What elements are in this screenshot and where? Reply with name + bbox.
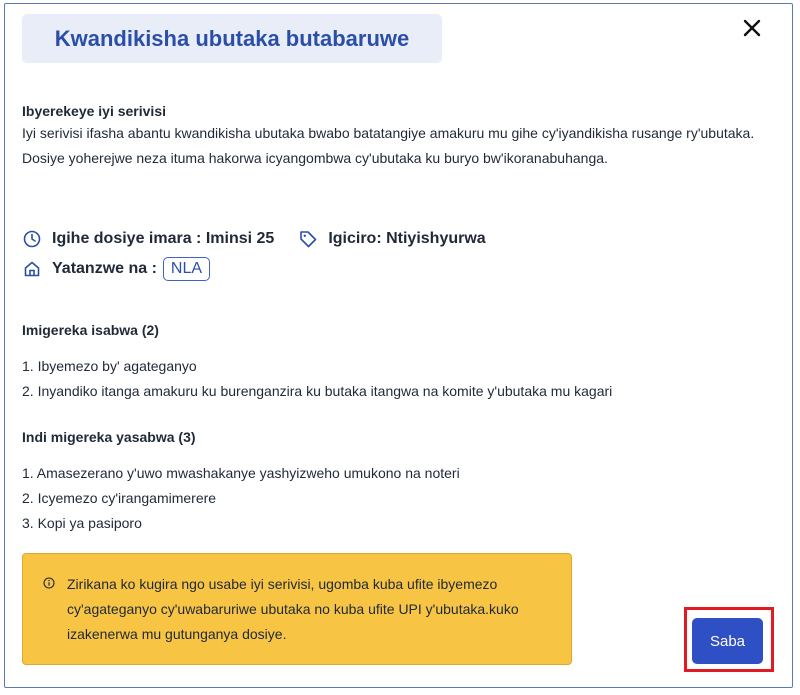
required-docs-section <box>22 320 762 404</box>
required-docs-heading: Imigereka isabwa (2) <box>22 322 159 338</box>
list-item: 2. Inyandiko itanga amakuru ku burenganzira ku butaka itangwa na komite y'ubutaka mu kagari <box>22 383 613 399</box>
apply-button[interactable]: Saba <box>692 618 763 664</box>
provider-label: Yatanzwe na : <box>52 260 157 277</box>
list-item: 1. Ibyemezo by' agateganyo <box>22 358 197 374</box>
meta-row-2 <box>22 257 210 281</box>
other-docs-list <box>22 461 762 536</box>
provider-badge: NLA <box>163 257 210 281</box>
notice-box <box>22 553 572 665</box>
close-button[interactable] <box>738 14 766 42</box>
required-docs-list <box>22 354 762 404</box>
notice-text: Zirikana ko kugira ngo usabe iyi serivisi, ugomba kuba ufite ibyemezo cy'agateganyo cy'uwabaruriwe ubutaka no kuba ufite UPI y'ubutaka.kuko izakenerwa mu gutunganya dosiye. <box>67 576 519 642</box>
dialog-title <box>22 14 442 63</box>
duration-text: Igihe dosiye imara : Iminsi 25 <box>52 230 275 247</box>
about-heading: Ibyerekeye iyi serivisi <box>22 103 166 119</box>
home-icon <box>22 259 42 279</box>
list-item: 3. Kopi ya pasiporo <box>22 515 142 531</box>
price-text: Igiciro: Ntiyishyurwa <box>328 230 486 247</box>
close-icon <box>743 19 761 37</box>
about-description: Iyi serivisi ifasha abantu kwandikisha ubutaka bwabo batatangiye amakuru mu gihe cy'iyandikisha rusange ry'ubutaka. Dosiye yoherejwe neza ituma hakorwa icyangombwa cy'ubutaka ku buryo bw'ikoranabuhanga. <box>22 125 755 166</box>
meta-row-1 <box>22 229 486 249</box>
dialog-title-text: Kwandikisha ubutaka butabaruwe <box>54 25 410 51</box>
clock-icon <box>22 229 42 249</box>
list-item: 2. Icyemezo cy'irangamimerere <box>22 490 217 506</box>
about-section <box>22 101 762 171</box>
other-docs-section <box>22 427 762 536</box>
list-item: 1. Amasezerano y'uwo mwashakanye yashyizweho umukono na noteri <box>22 465 460 481</box>
info-icon <box>43 576 57 664</box>
price-tag-icon <box>298 229 318 249</box>
other-docs-heading: Indi migereka yasabwa (3) <box>22 429 196 445</box>
